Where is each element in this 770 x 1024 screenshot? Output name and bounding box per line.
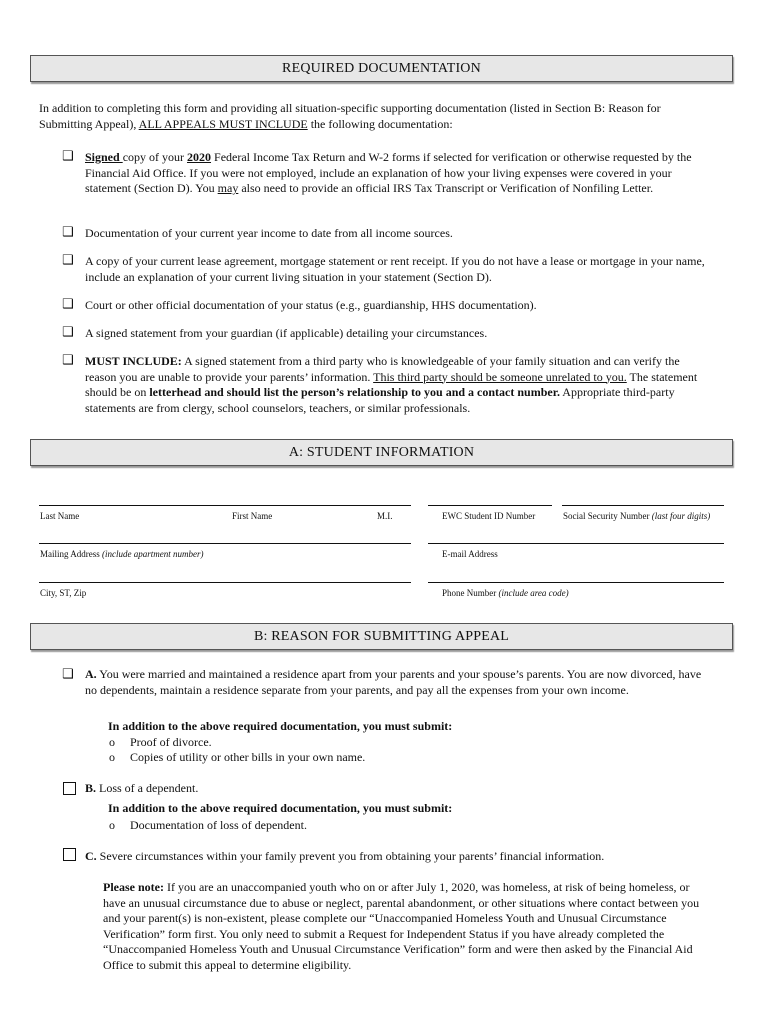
checkbox-icon[interactable]: ❑ — [62, 325, 74, 340]
checkbox-icon[interactable] — [63, 782, 76, 795]
checkbox-icon[interactable] — [63, 848, 76, 861]
phone-label: Phone Number (include area code) — [442, 588, 569, 598]
ssn-label: Social Security Number (last four digits) — [563, 511, 711, 521]
last-name-label: Last Name — [40, 511, 80, 521]
ssn-field-line[interactable] — [562, 505, 724, 506]
required-item-tax-return: Signed copy of your 2020 Federal Income Tax Return and W-2 forms if selected for verification or otherwise requested by the Financial Aid Office. If you were not employed, include an explanation of how your living expenses were covered in your statement (Section D). You may also need to provide an official IRS Tax Transcript or Verification of Nonfiling Letter. — [85, 150, 692, 195]
email-field-line[interactable] — [428, 543, 724, 544]
required-item-lease: A copy of your current lease agreement, mortgage statement or rent receipt. If you do not have a lease or mortgage in your name, include an explanation of your current living situation in your statement (Section D). — [85, 254, 705, 284]
first-name-label: First Name — [232, 511, 273, 521]
reason-a-subheading: In addition to the above required documentation, you must submit: — [108, 719, 453, 733]
required-item-income: Documentation of your current year income to date from all income sources. — [85, 226, 453, 240]
reason-a-bullet: Proof of divorce. — [130, 735, 212, 749]
checkbox-icon[interactable]: ❑ — [62, 253, 74, 268]
mailing-address-label: Mailing Address (include apartment number) — [40, 549, 204, 559]
reason-b-subheading: In addition to the above required documentation, you must submit: — [108, 801, 453, 815]
required-item-guardian: A signed statement from your guardian (if applicable) detailing your circumstances. — [85, 326, 488, 340]
email-label: E-mail Address — [442, 549, 498, 559]
student-information-header: A: STUDENT INFORMATION — [30, 439, 733, 466]
name-field-line[interactable] — [39, 505, 411, 506]
reason-c-text: C. Severe circumstances within your family prevent you from obtaining your parents’ financial information. — [85, 849, 605, 863]
checkbox-icon[interactable]: ❑ — [62, 353, 74, 368]
city-state-zip-label: City, ST, Zip — [40, 588, 87, 598]
student-id-label: EWC Student ID Number — [442, 511, 536, 521]
reason-b-text: B. Loss of a dependent. — [85, 781, 199, 795]
student-id-field-line[interactable] — [428, 505, 552, 506]
city-state-zip-field-line[interactable] — [39, 582, 411, 583]
mailing-address-field-line[interactable] — [39, 543, 411, 544]
required-documentation-header: REQUIRED DOCUMENTATION — [30, 55, 733, 82]
checkbox-icon[interactable]: ❑ — [62, 225, 74, 240]
checkbox-icon[interactable]: ❑ — [62, 667, 74, 682]
reason-c-note: Please note: If you are an unaccompanied youth who on or after July 1, 2020, was homeless, at risk of being homeless, or have an unusual circumstance due to abuse or neglect, parental abandonment, or other situations where contact between you and your parent(s) is non-existent, please complete our “Unaccompanied Homeless Youth and Unusual Circumstance Verification” form first. You only need to submit a Request for Independent Status if you have already completed the “Unaccompanied Homeless Youth and Unusual Circumstance Verification” form and were then asked by the Financial Aid Office to submit this appeal to determine eligibility. — [103, 880, 700, 972]
bullet-icon: o — [109, 735, 115, 749]
required-item-third-party: MUST INCLUDE: A signed statement from a third party who is knowledgeable of your family situation and can verify the reason you are unable to provide your parents’ information. This third party should be someone unrelated to you. The statement should be on letterhead and should list the person’s relationship to you and a contact number. Appropriate third-party statements are from clergy, school counselors, teachers, or similar professionals. — [85, 354, 698, 415]
middle-initial-label: M.I. — [377, 511, 393, 521]
required-intro: In addition to completing this form and providing all situation-specific supporting documentation (listed in Section B: Reason for Submitting Appeal), ALL APPEALS MUST INCLUDE the following documentation: — [39, 101, 661, 131]
phone-field-line[interactable] — [428, 582, 724, 583]
required-item-court: Court or other official documentation of your status (e.g., guardianship, HHS documentation). — [85, 298, 537, 312]
checkbox-icon[interactable]: ❑ — [62, 297, 74, 312]
bullet-icon: o — [109, 750, 115, 764]
reason-a-bullet: Copies of utility or other bills in your own name. — [130, 750, 366, 764]
reason-b-bullet: Documentation of loss of dependent. — [130, 818, 307, 832]
checkbox-icon[interactable]: ❑ — [62, 149, 74, 164]
bullet-icon: o — [109, 818, 115, 832]
reason-header: B: REASON FOR SUBMITTING APPEAL — [30, 623, 733, 650]
reason-a-text: A. You were married and maintained a residence apart from your parents and your spouse’s parents. You are now divorced, have no dependents, maintain a residence separate from your parents, and pay all the expenses from your own income. — [85, 667, 702, 697]
